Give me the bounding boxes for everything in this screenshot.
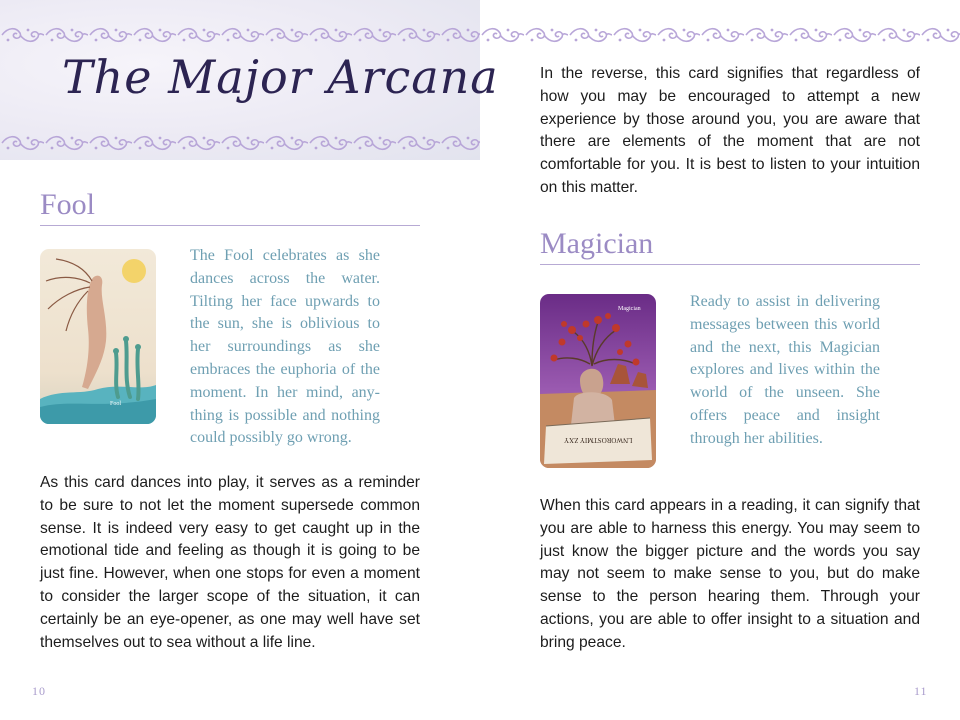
magician-card-scroll-text: LNWOROSTMIY ZXY (564, 436, 633, 444)
page-number-left: 10 (32, 684, 46, 698)
section-rule-magician (540, 264, 920, 265)
book-title: The Major Arcana (62, 50, 499, 104)
fool-card-label: Fool (110, 401, 122, 407)
magician-body-text: When this card appears in a reading, it can signify that you are able to harness this energy. You may seem to just know the bigger picture and the words you say may not seem to make sense to you, but do make sense to the person hearing them. Through your actions, you are able to offer insight to a situation and bring peace. (540, 497, 920, 651)
sun-icon (122, 259, 146, 283)
magician-card-image (540, 294, 656, 468)
magician-card-description: Ready to assist in delivering messages between this world and the next, this Magician explores and lives within the world of the unseen. She offers peace and insight through her abilities. (690, 293, 880, 447)
right-page (480, 0, 960, 720)
section-title-fool: Fool (40, 188, 96, 221)
page-number-right: 11 (914, 684, 928, 698)
top-flourish-border-right (480, 24, 960, 46)
fool-card-description: The Fool celebrates as she dances across the water. Tilting her face upwards to the sun, she is oblivious to her surroundings as she embraces the euphoria of the moment. In her mind, any-thing is possible and nothing could possibly go wrong. (190, 247, 380, 447)
section-rule-fool (40, 225, 420, 226)
magician-card-label: Magician (618, 306, 641, 312)
fool-card-image (40, 249, 156, 424)
fool-reverse-text: In the reverse, this card signifies that regardless of how you may be encouraged to attempt a new experience by those around you, you are aware that there are elements of the moment that are not comfortable for you. It is best to listen to your intuition on this matter. (540, 65, 920, 196)
section-title-magician: Magician (540, 227, 654, 260)
bottom-flourish-border-left (0, 132, 480, 154)
top-flourish-border-left (0, 24, 480, 46)
fool-body-text: As this card dances into play, it serves as a reminder to be sure to not let the moment supersede common sense. It is indeed very easy to get caught up in the emotional tide and feeling as though it is going to be just fine. However, when one stops for even a moment to consider the larger scope of the situation, it can certainly be an eye-opener, as one may well have set themselves out to sea without a life line. (40, 474, 420, 651)
